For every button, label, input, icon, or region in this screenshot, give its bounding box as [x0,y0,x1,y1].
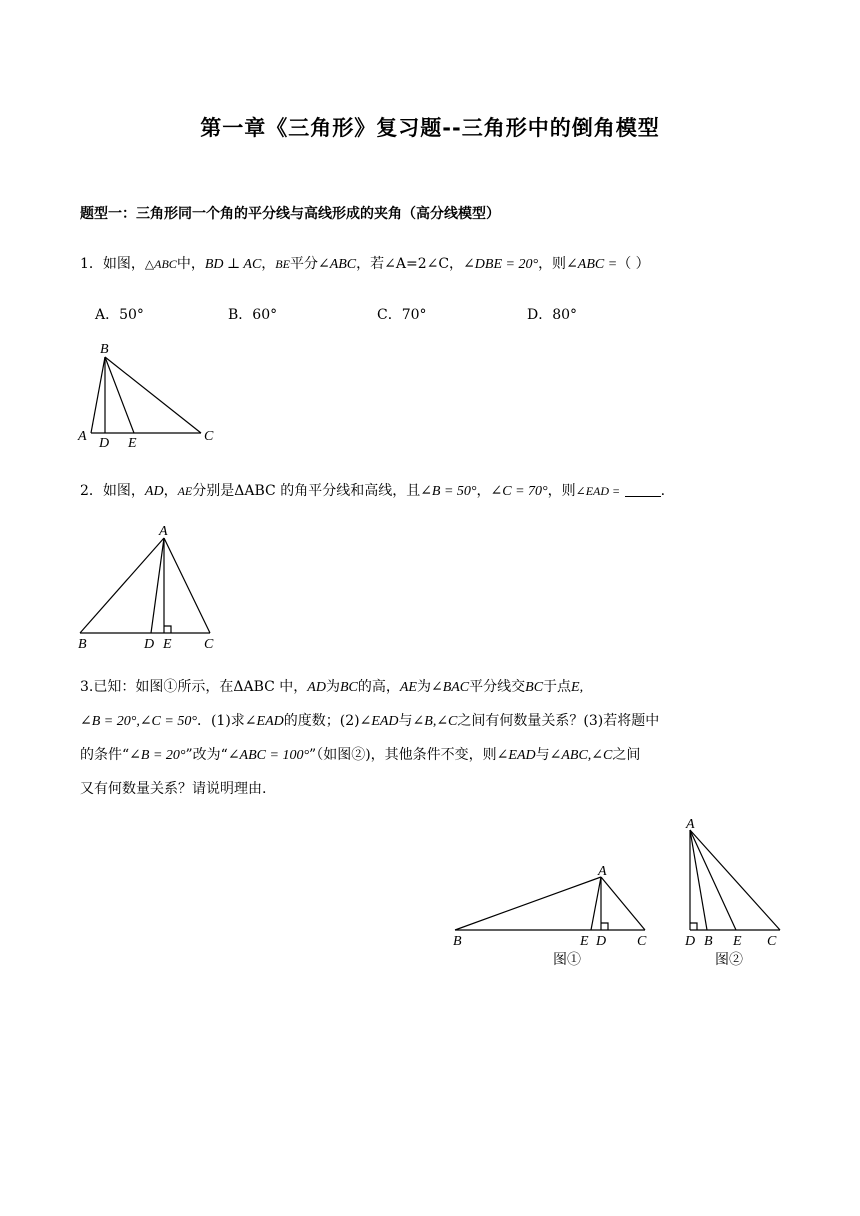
option-d: D．80° [527,307,578,323]
option-a: A．50° [95,307,144,323]
option-b: B．60° [228,307,278,323]
question-3-line-2: ∠B = 20°,∠C = 50°．(1)求∠EAD的度数；(2)∠EAD与∠B,∠C之间有何数量关系？(3)若将题中 [80,713,660,729]
section-heading: 题型一：三角形同一个角的平分线与高线形成的夹角（高分线模型） [80,206,500,222]
label-b: B [453,934,462,949]
label-b: B [704,934,713,949]
label-c: C [204,637,214,652]
question-3-line-1: 3.已知：如图①所示，在ΔABC 中，AD为BC的高，AE为∠BAC平分线交BC于点E, [80,679,584,695]
label-e: E [733,934,742,949]
label-e: E [163,637,172,652]
label-a: A [598,864,607,879]
option-c: C．70° [377,307,427,323]
figure-2-caption: 图② [715,953,743,968]
label-a: A [159,524,168,539]
triangle-q3-fig2 [690,830,780,930]
label-a: A [78,429,87,444]
label-d: D [685,934,696,949]
label-e: E [580,934,589,949]
label-c: C [767,934,777,949]
question-2-text: 2．如图，AD，AE分别是ΔABC 的角平分线和高线，且∠B = 50°，∠C = 70°，则∠EAD = . [80,483,666,499]
label-d: D [596,934,607,949]
label-c: C [637,934,647,949]
triangle-q3-fig1 [455,877,645,930]
label-b: B [100,342,109,357]
label-c: C [204,429,214,444]
question-3-line-3: 的条件“∠B = 20°”改为“∠ABC = 100°”（如图②)，其他条件不变，则∠EAD与∠ABC,∠C之间 [80,747,641,763]
label-d: D [144,637,155,652]
label-a: A [686,817,695,832]
label-b: B [78,637,87,652]
label-e: E [128,436,137,451]
label-d: D [99,436,110,451]
figure-1-caption: 图① [553,953,581,968]
question-1-text: 1．如图，△ABC中，BD ⊥ AC，BE平分∠ABC，若∠A=2∠C，∠DBE = 20°，则∠ABC =（ ） [80,256,650,272]
page-title: 第一章《三角形》复习题--三角形中的倒角模型 [200,116,660,140]
question-3-line-4: 又有何数量关系？请说明理由. [80,781,267,797]
